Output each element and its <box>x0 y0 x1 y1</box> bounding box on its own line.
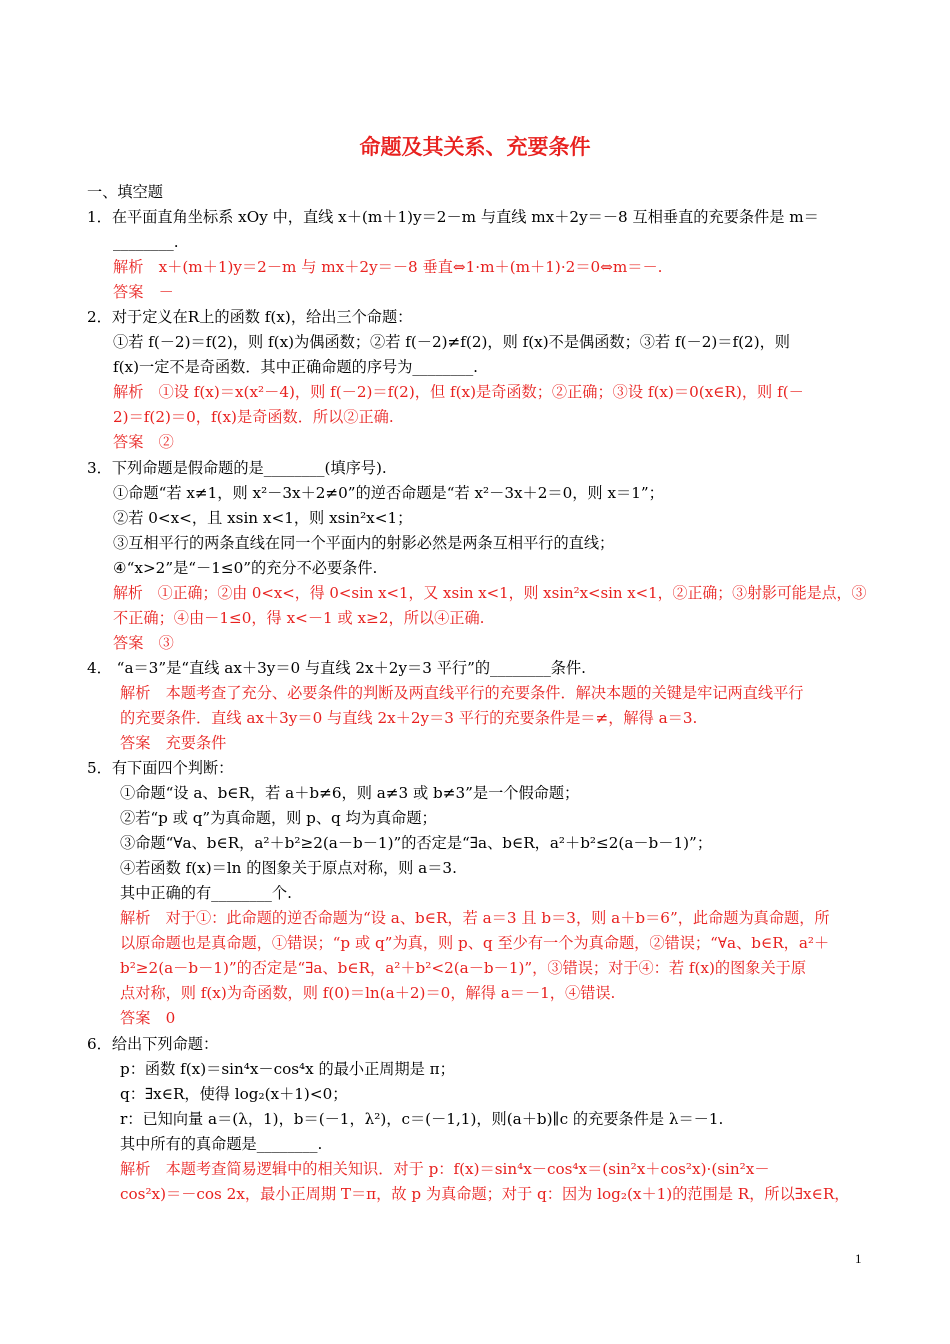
text-line: f(x)一定不是奇函数．其中正确命题的序号为________. <box>113 358 478 376</box>
text-line: 2．对于定义在R上的函数 f(x)，给出三个命题： <box>87 308 413 326</box>
text-line: r：已知向量 a＝(λ，1)，b＝(－1，λ²)，c＝(－1,1)，则(a＋b)∥c 的充要条件是 λ＝－1. <box>120 1110 724 1128</box>
text-line: p：函数 f(x)＝sin⁴x－cos⁴x 的最小正周期是 π； <box>120 1060 455 1078</box>
solution-line: 以原命题也是真命题，①错误；“p 或 q”为真，则 p、q 至少有一个为真命题，②错误；“∀a、b∈R，a²＋ <box>120 934 830 952</box>
solution-line: 解析 ①正确；②由 0<x<，得 0<sin x<1，又 xsin x<1，则 xsin²x<sin x<1，②正确；③射影可能是点，③ <box>113 584 867 602</box>
text-line: 4． “a＝3”是“直线 ax＋3y＝0 与直线 2x＋2y＝3 平行”的________条件. <box>87 659 586 677</box>
solution-line: 解析 本题考查简易逻辑中的相关知识．对于 p：f(x)＝sin⁴x－cos⁴x＝(sin²x＋cos²x)·(sin²x－ <box>120 1160 770 1178</box>
solution-line: 答案 充要条件 <box>120 734 227 752</box>
text-line: ③命题“∀a、b∈R，a²＋b²≥2(a－b－1)”的否定是“∃a、b∈R，a²＋b²≤2(a－b－1)”； <box>120 834 713 852</box>
text-line: ①命题“若 x≠1，则 x²－3x＋2≠0”的逆否命题是“若 x²－3x＋2＝0，则 x＝1”； <box>113 484 664 502</box>
text-line: ③互相平行的两条直线在同一个平面内的射影必然是两条互相平行的直线； <box>113 534 615 552</box>
solution-line: 的充要条件．直线 ax＋3y＝0 与直线 2x＋2y＝3 平行的充要条件是＝≠，解得 a＝3. <box>120 709 698 727</box>
text-line: 1．在平面直角坐标系 xOy 中，直线 x＋(m＋1)y＝2－m 与直线 mx＋2y＝－8 互相垂直的充要条件是 m＝ <box>87 208 819 226</box>
text-line: 其中所有的真命题是________. <box>120 1135 323 1153</box>
solution-line: 点对称，则 f(x)为奇函数，则 f(0)＝ln(a＋2)＝0，解得 a＝－1，④错误. <box>120 984 616 1002</box>
text-line: 5．有下面四个判断： <box>87 759 234 777</box>
solution-line: 答案 0 <box>120 1009 176 1027</box>
text-line: ________. <box>113 233 179 251</box>
solution-line: 答案 － <box>113 283 174 301</box>
solution-line: 解析 本题考查了充分、必要条件的判断及两直线平行的充要条件．解决本题的关键是牢记两直线平行 <box>120 684 804 702</box>
solution-line: 2)＝f(2)＝0，f(x)是奇函数．所以②正确. <box>113 408 394 426</box>
solution-line: 解析 对于①：此命题的逆否命题为“设 a、b∈R，若 a＝3 且 b＝3，则 a＋b＝6”，此命题为真命题，所 <box>120 909 830 927</box>
solution-line: 解析 ①设 f(x)＝x(x²－4)，则 f(－2)＝f(2)，但 f(x)是奇函数；②正确；③设 f(x)＝0(x∈R)，则 f(－ <box>113 383 804 401</box>
solution-line: cos²x)＝－cos 2x，最小正周期 T＝π，故 p 为真命题；对于 q：因为 log₂(x＋1)的范围是 R，所以∃x∈R， <box>120 1185 850 1203</box>
text-line: ②若“p 或 q”为真命题，则 p、q 均为真命题； <box>120 809 437 827</box>
solution-line: 不正确；④由－1≤0，得 x<－1 或 x≥2，所以④正确. <box>113 609 485 627</box>
text-line: 3．下列命题是假命题的是________(填序号). <box>87 459 387 477</box>
text-line: ④“x>2”是“－1≤0”的充分不必要条件. <box>113 559 378 577</box>
text-line: q：∃x∈R，使得 log₂(x＋1)<0； <box>120 1085 348 1103</box>
text-line: 6．给出下列命题： <box>87 1035 219 1053</box>
solution-line: 答案 ② <box>113 433 174 451</box>
solution-line: b²≥2(a－b－1)”的否定是“∃a、b∈R，a²＋b²<2(a－b－1)”，③错误；对于④：若 f(x)的图象关于原 <box>120 959 807 977</box>
text-line: ①命题“设 a、b∈R，若 a＋b≠6，则 a≠3 或 b≠3”是一个假命题； <box>120 784 580 802</box>
text-line: ②若 0<x<，且 xsin x<1，则 xsin²x<1； <box>113 509 413 527</box>
solution-line: 解析 x＋(m＋1)y＝2－m 与 mx＋2y＝－8 垂直⇔1·m＋(m＋1)·2＝0⇔m＝－. <box>113 258 663 276</box>
text-line: ①若 f(－2)＝f(2)，则 f(x)为偶函数；②若 f(－2)≠f(2)，则 f(x)不是偶函数；③若 f(－2)＝f(2)，则 <box>113 333 790 351</box>
text-line: 一、填空题 <box>87 183 163 201</box>
page-number: 1 <box>855 1251 862 1266</box>
page-title: 命题及其关系、充要条件 <box>359 135 591 159</box>
text-line: 其中正确的有________个. <box>120 884 292 902</box>
solution-line: 答案 ③ <box>113 634 174 652</box>
text-line: ④若函数 f(x)＝ln 的图象关于原点对称，则 a＝3. <box>120 859 457 877</box>
